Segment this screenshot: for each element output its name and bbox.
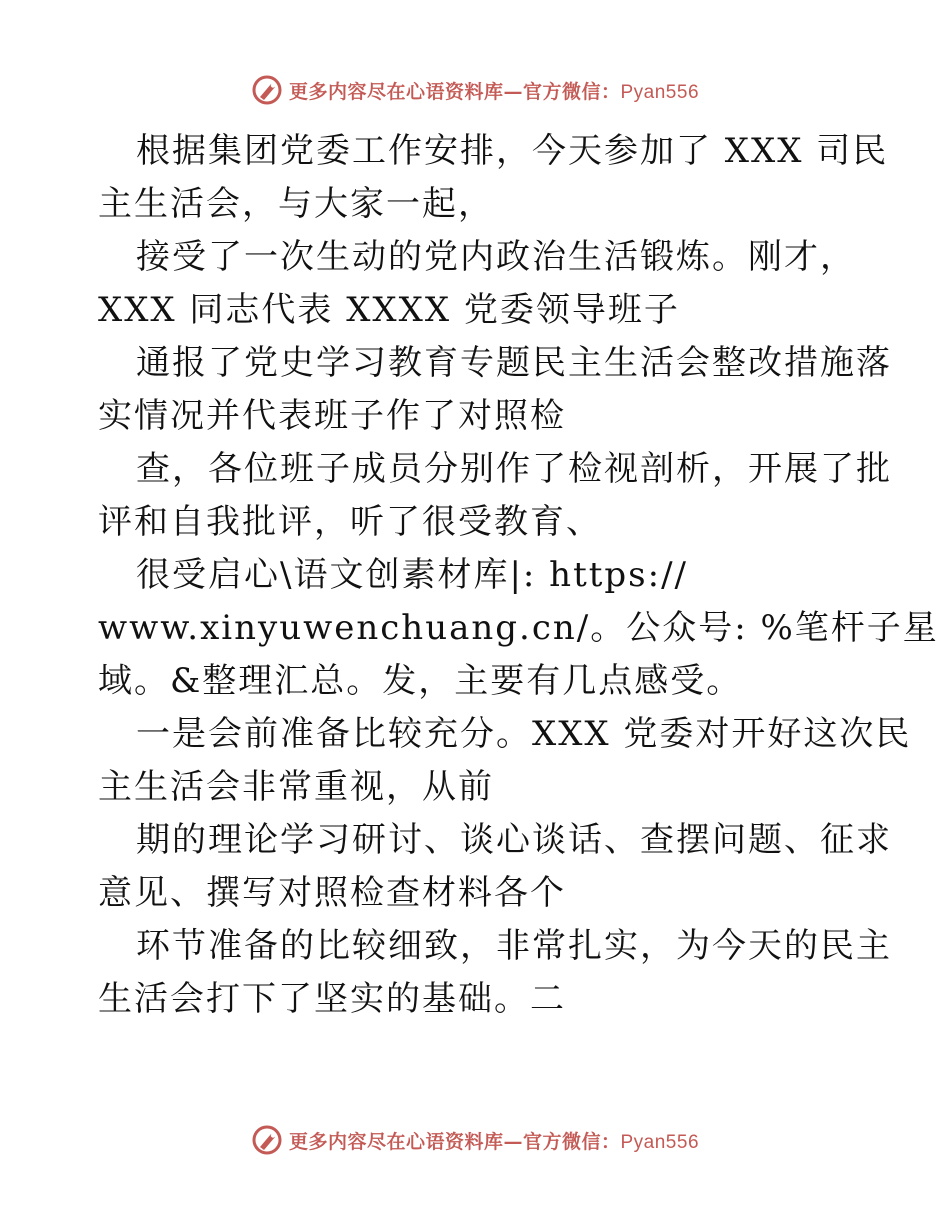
text-line: 一是会前准备比较充分。XXX 党委对开好这次民 xyxy=(136,714,912,754)
text-line: 域。&整理汇总。发，主要有几点感受。 xyxy=(98,661,743,701)
text-line: 接受了一次生动的党内政治生活锻炼。刚才， xyxy=(136,237,856,277)
text-line: XXX 同志代表 XXXX 党委领导班子 xyxy=(98,290,680,330)
footer-watermark-banner xyxy=(0,1120,950,1160)
text-line: 主生活会，与大家一起， xyxy=(98,184,494,224)
text-line: 根据集团党委工作安排，今天参加了 XXX 司民 xyxy=(136,131,889,171)
text-line: www.xinyuwenchuang.cn/。公众号: %笔杆子星 xyxy=(98,608,939,648)
text-line: 评和自我批评，听了很受教育、 xyxy=(98,502,602,542)
text-line: 通报了党史学习教育专题民主生活会整改措施落 xyxy=(136,343,892,383)
text-line: 意见、撰写对照检查材料各个 xyxy=(98,873,566,913)
text-line: 生活会打下了坚实的基础。二 xyxy=(98,979,566,1019)
watermark-text: 更多内容尽在心语资料库—官方微信：Pyan556 xyxy=(288,80,700,103)
document-body xyxy=(98,125,939,1026)
pen-nib-logo-icon xyxy=(251,1124,283,1156)
header-watermark-banner xyxy=(0,70,950,110)
text-line: 主生活会非常重视，从前 xyxy=(98,767,494,807)
text-line: 很受启心\语文创素材库|: https:// xyxy=(136,555,688,595)
text-line: 期的理论学习研讨、谈心谈话、查摆问题、征求 xyxy=(136,820,892,860)
text-line: 查，各位班子成员分别作了检视剖析，开展了批 xyxy=(136,449,892,489)
text-line: 实情况并代表班子作了对照检 xyxy=(98,396,566,436)
pen-nib-logo-icon xyxy=(251,74,283,106)
text-line: 环节准备的比较细致，非常扎实，为今天的民主 xyxy=(136,926,892,966)
watermark-text: 更多内容尽在心语资料库—官方微信：Pyan556 xyxy=(288,1130,700,1153)
